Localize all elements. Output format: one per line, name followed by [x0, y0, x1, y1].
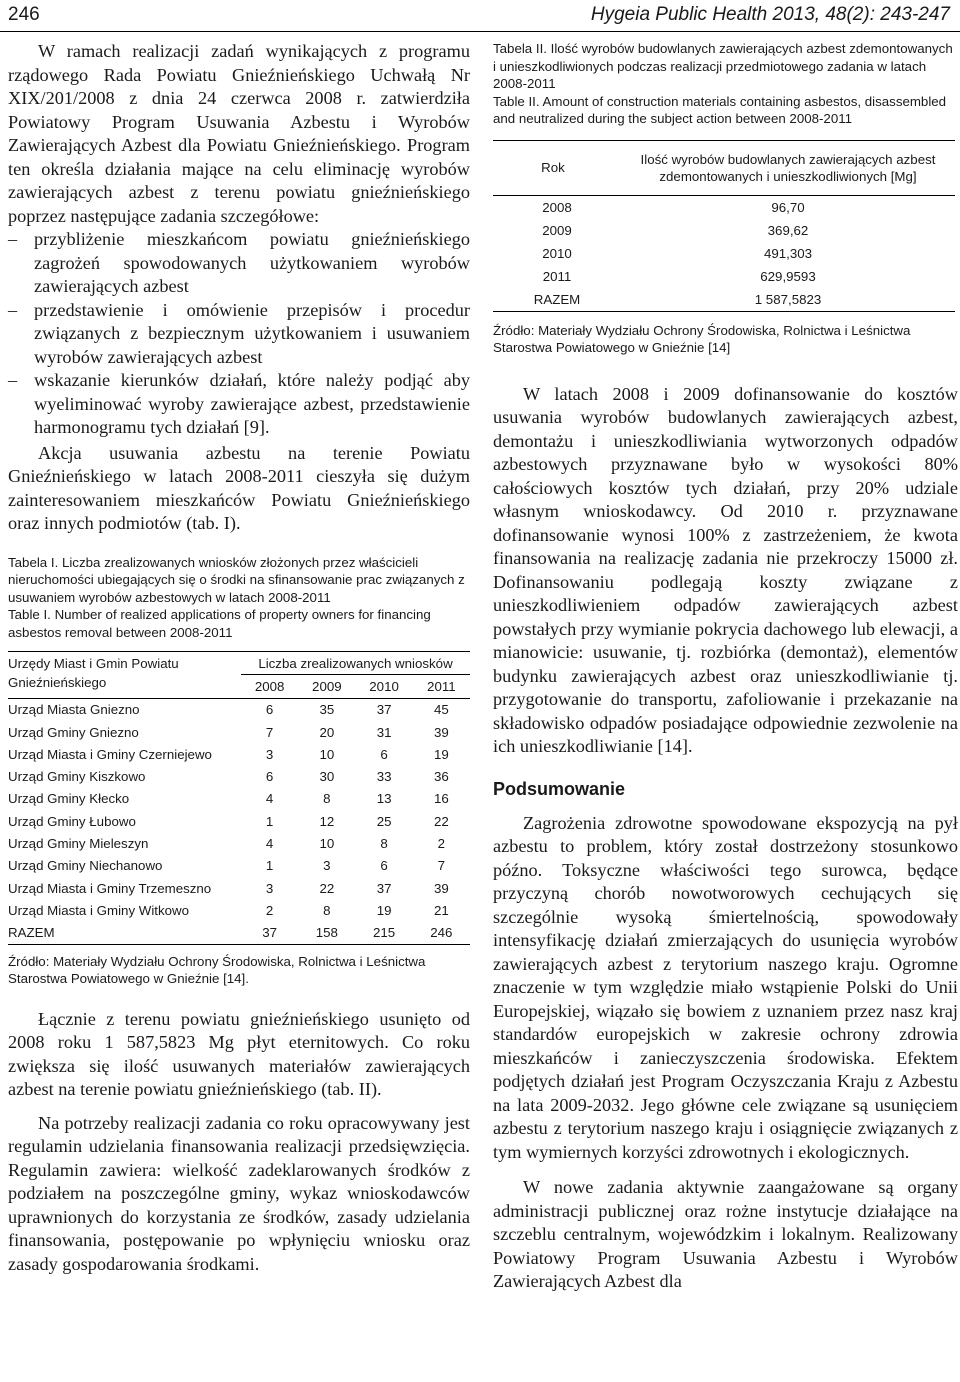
task-list — [8, 228, 470, 440]
table1-header-offices: Urzędy Miast i Gmin Powiatu Gnieźnieńskiego — [8, 656, 179, 690]
office-name: Urząd Miasta i Gminy Witkowo — [8, 902, 190, 918]
table-total-row — [8, 922, 470, 945]
paragraph-new-tasks: W nowe zadania aktywnie zaangażowane są organy administracji publicznej oraz rożne instytucje działające na szczeblu centralnym, wojewódzkim i lokalnym. Realizowany Powiatowy Program Usuwania Azbestu i Wyrobów Zawierających Azbest dla — [493, 1177, 958, 1291]
table-row — [8, 855, 470, 877]
value-cell: 8 — [323, 791, 331, 807]
value-cell: 1 — [265, 858, 274, 874]
year-cell: 2010 — [542, 245, 572, 261]
right-column — [493, 40, 958, 1294]
table2-caption-block — [493, 40, 958, 128]
amount-cell: 629,9593 — [760, 268, 816, 284]
task-text: przedstawienie i omówienie przepisów i procedur związanych z bezpiecznym użytkowaniem i usuwaniem wyrobów zawierających azbest — [34, 299, 470, 367]
value-cell: 10 — [319, 836, 335, 852]
table-row — [8, 788, 470, 810]
total-cell: 246 — [430, 925, 453, 941]
table2-header-amount: Ilość wyrobów budowlanych zawierających azbest zdemontowanych i unieszkodliwionych [Mg] — [640, 151, 936, 184]
table-row — [8, 743, 470, 765]
office-name: Urząd Gminy Gniezno — [8, 724, 139, 740]
value-cell: 25 — [376, 813, 392, 829]
table2-caption-pl: Tabela II. Ilość wyrobów budowlanych zawierających azbest zdemontowanych i unieszkodliwionych podczas realizacji przedmiotowego zadania w latach 2008-2011 — [493, 41, 953, 91]
table-row — [8, 721, 470, 743]
total-cell: 215 — [372, 925, 396, 941]
table1-caption-block — [8, 554, 470, 642]
value-cell: 31 — [376, 724, 392, 740]
paragraph-action-interest: Akcja usuwania azbestu na terenie Powiatu Gnieźnieńskiego w latach 2008-2011 cieszyła się dużym zainteresowaniem mieszkańców Powiatu Gnieźnieńskiego oraz innych podmiotów (tab. I). — [8, 442, 470, 533]
table1-applications — [8, 651, 470, 945]
amount-cell: 96,70 — [771, 199, 805, 215]
office-name: Urząd Gminy Kłecko — [8, 791, 130, 807]
value-cell: 39 — [433, 724, 449, 740]
left-column — [8, 40, 470, 1276]
value-cell: 16 — [433, 791, 449, 807]
value-cell: 37 — [376, 880, 392, 896]
value-cell: 35 — [319, 702, 335, 718]
value-cell: 4 — [265, 791, 274, 807]
table-row — [8, 899, 470, 921]
office-name: Urząd Gminy Łubowo — [8, 813, 136, 829]
value-cell: 22 — [319, 880, 335, 896]
amount-cell: 491,303 — [763, 245, 813, 261]
task-text: przybliżenie mieszkańcom powiatu gnieźnieńskiego zagrożeń spowodowanych użytkowaniem wyrobów zawierających azbest — [34, 229, 470, 296]
table2-caption-en: Table II. Amount of construction materials containing asbestos, disassembled and neutralized during the subject action between 2008-2011 — [493, 93, 947, 126]
table1-source: Źródło: Materiały Wydziału Ochrony Środowiska, Rolnictwa i Leśnictwa Starostwa Powiatowego w Gnieźnie [14]. — [8, 953, 426, 987]
paragraph-removed-total: Łącznie z terenu powiatu gnieźnieńskiego usunięto od 2008 roku 1 587,5823 Mg płyt eternitowych. Co roku zwiększa się ilość usuwanych materiałów zawierających azbest na terenie powiatu gnieźnieńskiego (tab. II). — [8, 1008, 470, 1100]
table2-header-year: Rok — [541, 160, 565, 175]
value-cell: 39 — [433, 880, 449, 896]
value-cell: 2 — [265, 902, 274, 918]
table-row — [8, 810, 470, 832]
table-row — [8, 698, 470, 721]
table-row — [8, 832, 470, 854]
task-list-item — [8, 299, 470, 370]
table-row — [493, 195, 955, 219]
total-label: RAZEM — [8, 925, 55, 941]
table1-year-header: 2009 — [298, 675, 355, 698]
value-cell: 21 — [433, 902, 449, 918]
year-cell: 2009 — [542, 222, 572, 238]
year-cell: 2011 — [542, 268, 572, 284]
value-cell: 6 — [265, 769, 274, 785]
journal-reference: Hygeia Public Health 2013, 48(2): 243-247 — [590, 4, 950, 25]
total-label: RAZEM — [533, 291, 581, 307]
task-text: wskazanie kierunków działań, które należy podjąć aby wyeliminować wyroby zawierające azbest, przedstawienie harmonogramu tych działań [9]. — [34, 370, 470, 437]
value-cell: 3 — [265, 880, 274, 896]
paragraph-summary: Zagrożenia zdrowotne spowodowane ekspozycją na pył azbestu to problem, który został dostrzeżony stosunkowo późno. Toksyczne właściwości tego surowca, będące przyczyną chorób nowotworowych cechujących się szczególnie wysoką śmiertelnością, spowodowały intensyfikację działań zmierzających do usunięcia wyrobów zawierających azbest z terytorium naszego kraju. Ogromne znaczenie w tym względzie miało wstąpienie Polski do Unii Europejskiej, wiązało się bowiem z uznaniem przez nasz kraj standardów europejskich w zakresie ochrony zdrowia mieszkańców i zanieczyszczenia środowiska. Efektem podjętych działań jest Program Oczyszczania Kraju z Azbestu na lata 2009-2032. Jego główne cele związane są usunięciem azbestu z terytorium naszego kraju i osiągnięcie związanych z tym wymiernych korzyści zdrowotnych i ekologicznych. — [493, 812, 958, 1162]
value-cell: 3 — [265, 746, 274, 762]
dash-bullet: – — [8, 370, 18, 390]
value-cell: 2 — [437, 836, 446, 852]
table-row — [8, 877, 470, 899]
value-cell: 19 — [433, 746, 449, 762]
value-cell: 4 — [265, 836, 274, 852]
value-cell: 13 — [376, 791, 392, 807]
table2-amounts — [493, 140, 955, 312]
value-cell: 12 — [319, 813, 335, 829]
table1-year-header: 2011 — [413, 675, 470, 698]
value-cell: 22 — [433, 813, 449, 829]
office-name: Urząd Gminy Mieleszyn — [8, 836, 149, 852]
value-cell: 6 — [380, 746, 388, 762]
office-name: Urząd Gminy Kiszkowo — [8, 769, 146, 785]
office-name: Urząd Miasta i Gminy Trzemeszno — [8, 880, 212, 896]
value-cell: 8 — [380, 836, 388, 852]
value-cell: 3 — [323, 858, 331, 874]
value-cell: 7 — [265, 724, 274, 740]
value-cell: 36 — [433, 769, 449, 785]
value-cell: 8 — [323, 902, 331, 918]
paragraph-program-intro: W ramach realizacji zadań wynikających z programu rządowego Rada Powiatu Gnieźnieńskiego Uchwałą Nr XIX/201/2008 z dnia 24 czerwca 2008 r. zatwierdziła Powiatowy Program Usuwania Azbestu i Wyrobów Zawierających Azbest dla Powiatu Gnieźnieńskiego. Program ten określa działania mające na celu eliminację wyrobów zawierających azbest z terenu powiatu gnieźnieńskiego poprzez następujące zadania szczegółowe: — [8, 41, 470, 226]
value-cell: 30 — [319, 769, 335, 785]
task-list-item — [8, 369, 470, 440]
table1-caption-pl: Tabela I. Liczba zrealizowanych wniosków złożonych przez właścicieli nieruchomości ubiegających się o środki na sfinansowanie prac związanych z usuwaniem wyrobów azbestowych w latach 2008-2011 — [8, 554, 465, 605]
table1-header-group: Liczba zrealizowanych wniosków — [258, 655, 453, 671]
year-cell: 2008 — [542, 199, 572, 215]
value-cell: 45 — [433, 702, 449, 718]
total-cell: 37 — [262, 925, 278, 941]
header-rule — [0, 31, 960, 32]
paragraph-regulations: Na potrzeby realizacji zadania co roku opracowywany jest regulamin udzielania finansowania realizacji przedsięwzięcia. Regulamin zawiera: wielkość zadeklarowanych środków z podziałem na poszczególne gminy, wykaz wnioskodawców uprawnionych do korzystania ze środków, zasady udzielania finansowania, postępowanie po wpłynięciu wniosku oraz zasady gospodarowania środkami. — [8, 1112, 470, 1274]
table-total-row — [493, 288, 955, 312]
table-row — [493, 219, 955, 242]
section-heading-summary: Podsumowanie — [493, 778, 626, 799]
total-cell: 158 — [315, 925, 338, 941]
task-list-item — [8, 228, 470, 299]
value-cell: 6 — [265, 702, 274, 718]
amount-cell: 369,62 — [767, 222, 809, 238]
running-header — [0, 0, 960, 32]
table-row — [493, 265, 955, 288]
dash-bullet: – — [8, 299, 18, 320]
table1-caption-en: Table I. Number of realized applications of property owners for financing asbestos removal between 2008-2011 — [8, 607, 431, 640]
value-cell: 7 — [437, 858, 446, 874]
value-cell: 19 — [376, 902, 392, 918]
office-name: Urząd Miasta Gniezno — [8, 702, 140, 718]
office-name: Urząd Gminy Niechanowo — [8, 858, 163, 874]
total-amount: 1 587,5823 — [754, 291, 822, 307]
value-cell: 6 — [380, 858, 388, 874]
value-cell: 37 — [376, 702, 392, 718]
office-name: Urząd Miasta i Gminy Czerniejewo — [8, 746, 212, 762]
value-cell: 33 — [376, 769, 392, 785]
table-row — [8, 765, 470, 787]
table1-year-header: 2010 — [355, 675, 412, 698]
table2-source: Źródło: Materiały Wydziału Ochrony Środowiska, Rolnictwa i Leśnictwa Starostwa Powiatowego w Gnieźnie [14] — [493, 322, 911, 355]
value-cell: 1 — [265, 813, 274, 829]
paragraph-funding: W latach 2008 i 2009 dofinansowanie do kosztów usuwania wyrobów budowlanych zawierających azbest, demontażu i unieszkodliwiania wytworzonych odpadów azbestowych przyznawane było w wysokości 80% całościowych kosztów tych działań, przy 20% udziale własnym wnioskodawcy. Od 2010 r. przyznawane dofinansowanie wynosi 100% z zastrzeżeniem, że kwota finansowania na realizację zadania nie przekroczy 15000 zł. Dofinansowaniu podlegają koszty związane z unieszkodliwieniem odpadów zawierających azbest powstałych przy wymianie pokrycia dachowego lub elewacji, a mianowicie: usuwanie, tj. rozbiórka (demontaż), elementów budynku zawierających azbest oraz unieszkodliwianie tj. przygotowanie do transportu, zafoliowanie i przekazanie na składowisko odpadów posiadające odpowiednie zezwolenie na ich unieszkodliwianie [14]. — [493, 383, 958, 756]
value-cell: 20 — [319, 724, 335, 740]
value-cell: 10 — [319, 746, 335, 762]
dash-bullet: – — [8, 229, 18, 249]
page-number: 246 — [8, 4, 40, 25]
table1-year-header: 2008 — [241, 675, 298, 698]
table-row — [493, 242, 955, 265]
